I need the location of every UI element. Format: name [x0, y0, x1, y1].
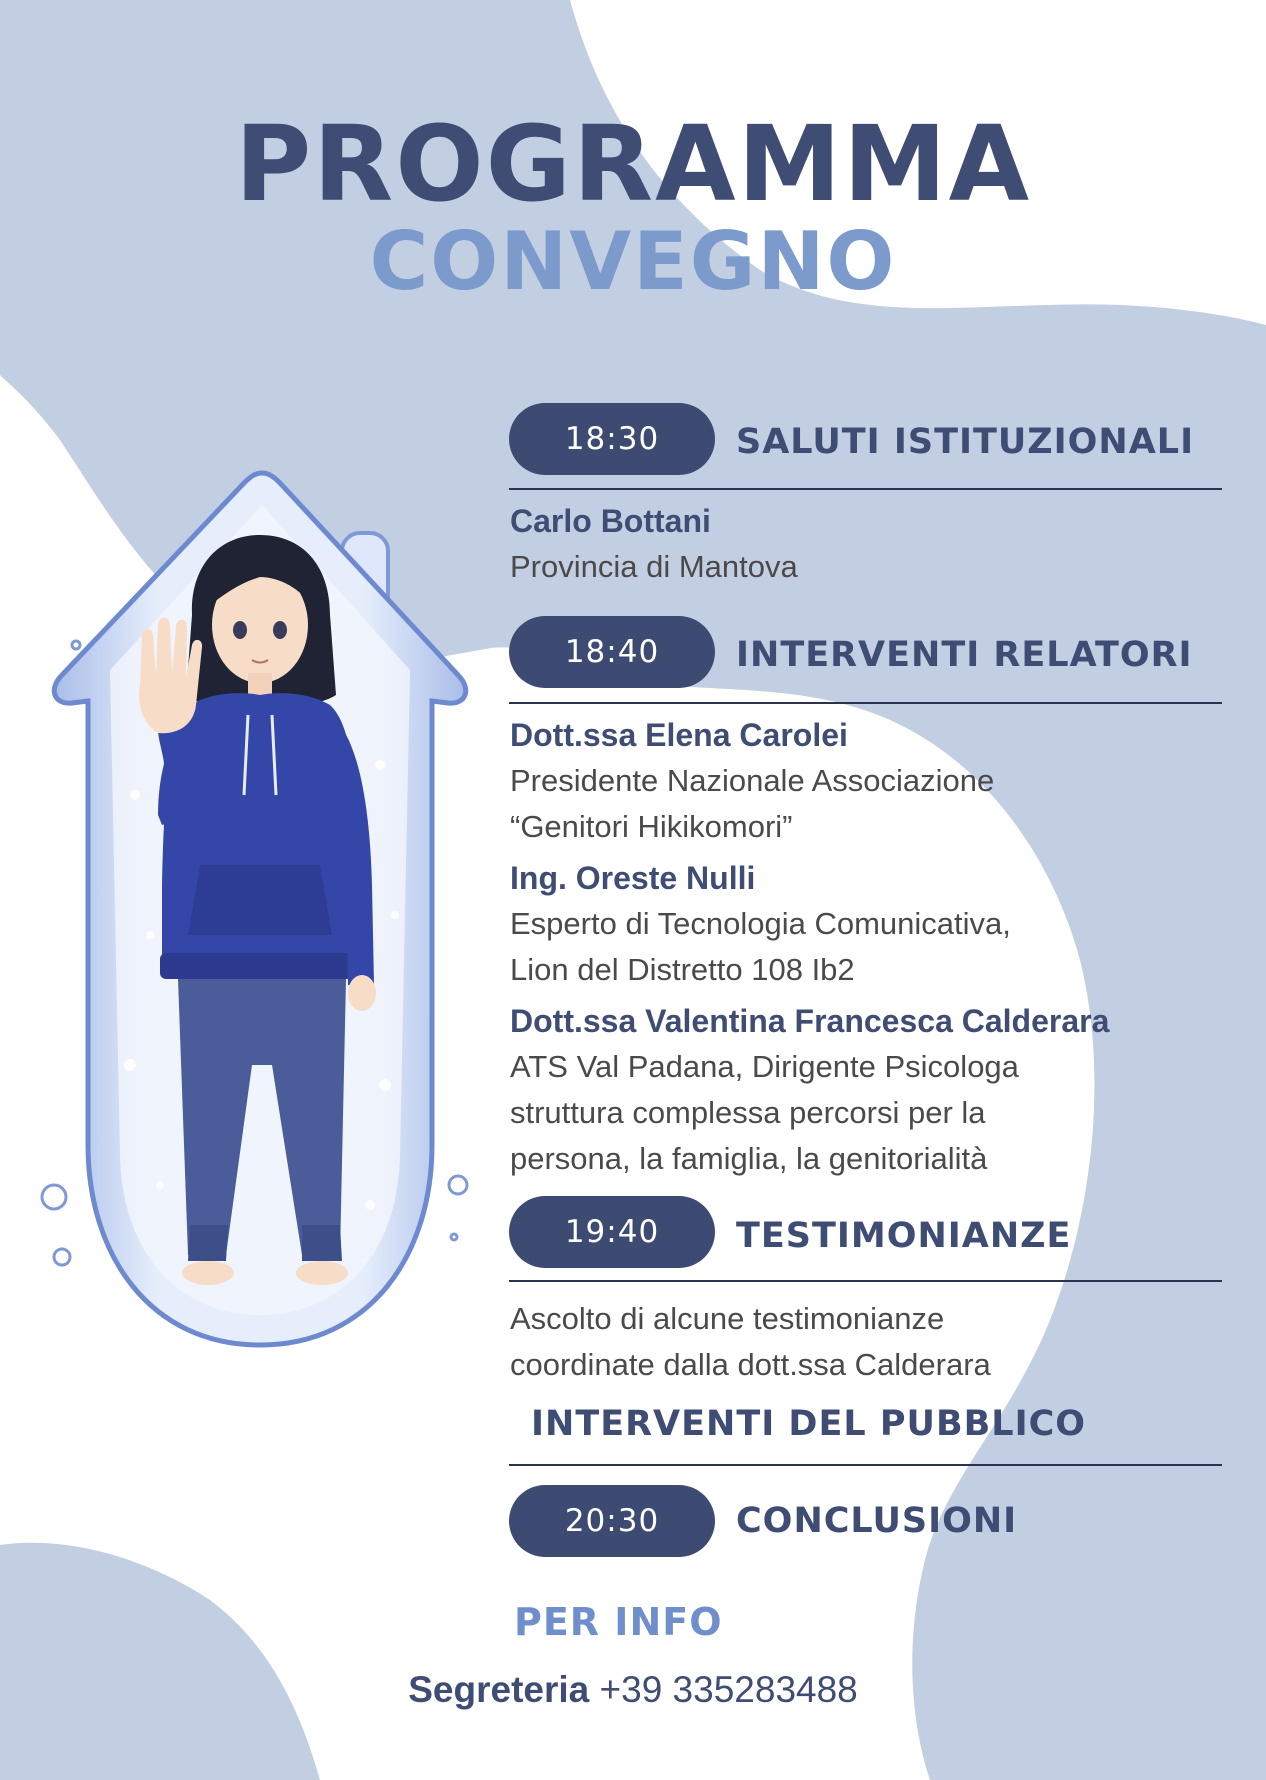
time-badge-1940: 19:40: [509, 1196, 715, 1268]
time-badge-2030: 20:30: [509, 1485, 715, 1557]
speaker-name-carolei: Dott.ssa Elena Carolei: [510, 717, 848, 753]
title-convegno: CONVEGNO: [369, 215, 897, 308]
glass-house-illustration: [40, 465, 480, 1355]
contact-phone: +39 335283488: [599, 1669, 858, 1710]
speaker-role-calderara: struttura complessa percorsi per la: [510, 1095, 986, 1130]
time-badge-1840: 18:40: [509, 616, 715, 688]
speaker-role-nulli: Lion del Distretto 108 Ib2: [510, 952, 855, 987]
contact-line: [0, 1668, 1266, 1712]
speaker-name-nulli: Ing. Oreste Nulli: [510, 860, 756, 896]
section-heading-saluti: SALUTI ISTITUZIONALI: [736, 422, 1195, 462]
testimonianze-description: Ascolto di alcune testimonianze: [510, 1301, 945, 1336]
speaker-role-carolei: Presidente Nazionale Associazione: [510, 763, 995, 798]
section-divider: [509, 488, 1222, 490]
speaker-name-bottani: Carlo Bottani: [510, 503, 711, 539]
info-title: PER INFO: [514, 1600, 723, 1644]
testimonianze-description: coordinate dalla dott.ssa Calderara: [510, 1347, 991, 1382]
section-heading-interventi: INTERVENTI RELATORI: [736, 635, 1193, 675]
section-heading-testimonianze: TESTIMONIANZE: [736, 1216, 1072, 1256]
speaker-role-bottani: Provincia di Mantova: [510, 549, 798, 584]
section-heading-pubblico: INTERVENTI DEL PUBBLICO: [531, 1404, 1087, 1444]
speaker-role-calderara: ATS Val Padana, Dirigente Psicologa: [510, 1049, 1019, 1084]
section-divider: [509, 1464, 1222, 1466]
section-heading-conclusioni: CONCLUSIONI: [736, 1501, 1018, 1541]
speaker-role-nulli: Esperto di Tecnologia Comunicativa,: [510, 906, 1011, 941]
speaker-role-calderara: persona, la famiglia, la genitorialità: [510, 1141, 988, 1176]
speaker-role-carolei: “Genitori Hikikomori”: [510, 809, 793, 844]
contact-label: Segreteria: [408, 1669, 590, 1710]
section-divider: [509, 1280, 1222, 1282]
section-divider: [509, 702, 1222, 704]
time-badge-1830: 18:30: [509, 403, 715, 475]
title-programma: PROGRAMMA: [234, 103, 1032, 225]
speaker-name-calderara: Dott.ssa Valentina Francesca Calderara: [510, 1003, 1110, 1039]
